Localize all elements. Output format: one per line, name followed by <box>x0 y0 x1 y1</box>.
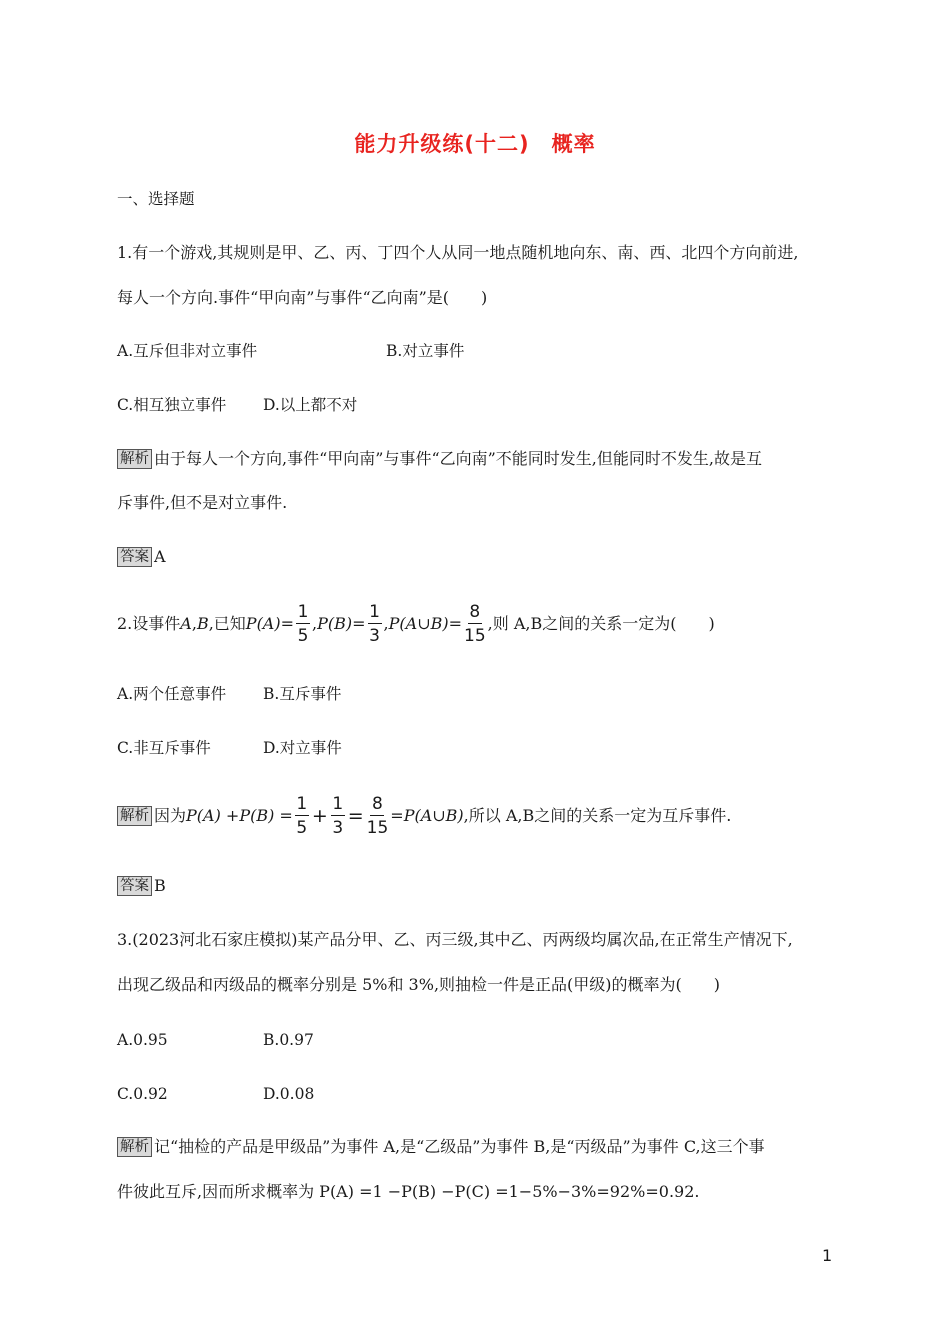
q2-known: ,已知 <box>208 614 246 633</box>
q1-answer <box>117 546 166 568</box>
q2-eq1: = <box>280 614 295 633</box>
q3-analysis-text: 记“抽检的产品是甲级品”为事件 A,是“乙级品”为事件 B,是“丙级品”为事件 C,这三个事 <box>154 1137 765 1156</box>
q2-option-d: D.对立事件 <box>263 739 342 757</box>
q2-p-a: P <box>245 614 257 633</box>
q2-option-a: A.两个任意事件 <box>117 685 227 703</box>
q1-analysis-line2: 斥事件,但不是对立事件. <box>117 493 288 512</box>
q1-analysis-line1 <box>117 448 762 470</box>
q2-analysis-frac-3-den: 15 <box>366 817 389 838</box>
q2-frac-3 <box>464 601 486 646</box>
q2-analysis-frac-1 <box>295 793 309 838</box>
q2-p-ab: P <box>388 614 400 633</box>
q2-frac-1-den: 5 <box>297 625 309 646</box>
q2-frac-1 <box>296 601 310 646</box>
q1-option-c: C.相互独立事件 <box>117 396 227 414</box>
q3-option-a: A.0.95 <box>117 1031 168 1049</box>
q2-analysis-frac-2-num: 1 <box>332 793 344 814</box>
q1-stem-line1: 1.有一个游戏,其规则是甲、乙、丙、丁四个人从同一地点随机地向东、南、西、北四个方向前进, <box>117 243 799 262</box>
q2-frac-3-den: 15 <box>464 625 486 646</box>
q2-p-a-arg: (A) <box>256 614 281 633</box>
q2-frac-1-num: 1 <box>297 601 309 622</box>
q1-analysis-text: 由于每人一个方向,事件“甲向南”与事件“乙向南”不能同时发生,但能同时不发生,故是互 <box>154 449 762 468</box>
q2-eq3: = <box>448 614 462 633</box>
q2-answer <box>117 875 166 897</box>
q2-analysis-frac-3-num: 8 <box>372 793 383 814</box>
q3-option-b: B.0.97 <box>263 1031 314 1049</box>
q2-suffix: ,则 A,B之间的关系一定为( ) <box>487 614 715 633</box>
q2-analysis-prefix: 因为 <box>154 806 187 825</box>
q2-answer-value: B <box>154 876 166 895</box>
q1-answer-value: A <box>154 547 166 566</box>
section-heading: 一、选择题 <box>117 190 195 208</box>
q2-stem <box>117 600 715 648</box>
q2-analysis-frac-2 <box>331 793 345 838</box>
q2-analysis-suffix: ,所以 A,B之间的关系一定为互斥事件. <box>463 806 732 825</box>
q2-prefix: 2.设事件 <box>117 614 181 633</box>
analysis-label: 解析 <box>117 1137 152 1157</box>
q2-p-b-arg: (B) <box>327 614 353 633</box>
q2-p-ab-arg: (A∪B) <box>399 614 449 633</box>
q2-comma-3: , <box>383 614 389 633</box>
q1-option-a: A.互斥但非对立事件 <box>117 342 258 360</box>
q2-analysis-frac-2-den: 3 <box>332 817 344 838</box>
q3-option-c: C.0.92 <box>117 1085 168 1103</box>
q2-frac-3-num: 8 <box>469 601 481 622</box>
q3-option-d: D.0.08 <box>263 1085 315 1103</box>
q2-option-b: B.互斥事件 <box>263 685 342 703</box>
page-number: 1 <box>822 1246 833 1265</box>
q2-comma: , <box>191 614 197 633</box>
q2-frac-2 <box>368 601 382 646</box>
q2-frac-2-den: 3 <box>369 625 380 646</box>
q2-comma-2: , <box>312 614 318 633</box>
q2-var-b: B <box>196 614 209 633</box>
q3-analysis-line1 <box>117 1136 765 1158</box>
q2-analysis-p-sum: P(A) +P(B) = <box>186 806 293 825</box>
q2-analysis <box>117 792 731 840</box>
q2-p-b: P <box>317 614 328 633</box>
q2-analysis-frac-3 <box>366 793 389 838</box>
q2-analysis-frac-1-den: 5 <box>296 817 308 838</box>
q2-option-c: C.非互斥事件 <box>117 739 211 757</box>
q2-analysis-plus: + <box>311 805 328 827</box>
answer-label: 答案 <box>117 876 152 896</box>
answer-label: 答案 <box>117 547 152 567</box>
q3-stem-line2: 出现乙级品和丙级品的概率分别是 5%和 3%,则抽检一件是正品(甲级)的概率为( ) <box>117 975 720 994</box>
q2-eq2: = <box>352 614 366 633</box>
analysis-label: 解析 <box>117 806 152 826</box>
q2-analysis-frac-1-num: 1 <box>296 793 308 814</box>
analysis-label: 解析 <box>117 449 152 469</box>
q1-option-d: D.以上都不对 <box>263 396 358 414</box>
q3-analysis-line2: 件彼此互斥,因而所求概率为 P(A) =1 −P(B) −P(C) =1−5%−3%=92%=0.92. <box>117 1182 700 1201</box>
q1-stem-line2: 每人一个方向.事件“甲向南”与事件“乙向南”是( ) <box>117 288 488 307</box>
page-title: 能力升级练(十二) 概率 <box>354 132 596 156</box>
q2-analysis-p-union: =P(A∪B) <box>390 806 464 825</box>
q2-analysis-equals: = <box>347 805 364 827</box>
q2-frac-2-num: 1 <box>369 601 380 622</box>
q2-var-a: A <box>180 614 192 633</box>
q1-option-b: B.对立事件 <box>386 342 465 360</box>
q3-stem-line1: 3.(2023河北石家庄模拟)某产品分甲、乙、丙三级,其中乙、丙两级均属次品,在正常生产情况下, <box>117 930 793 949</box>
